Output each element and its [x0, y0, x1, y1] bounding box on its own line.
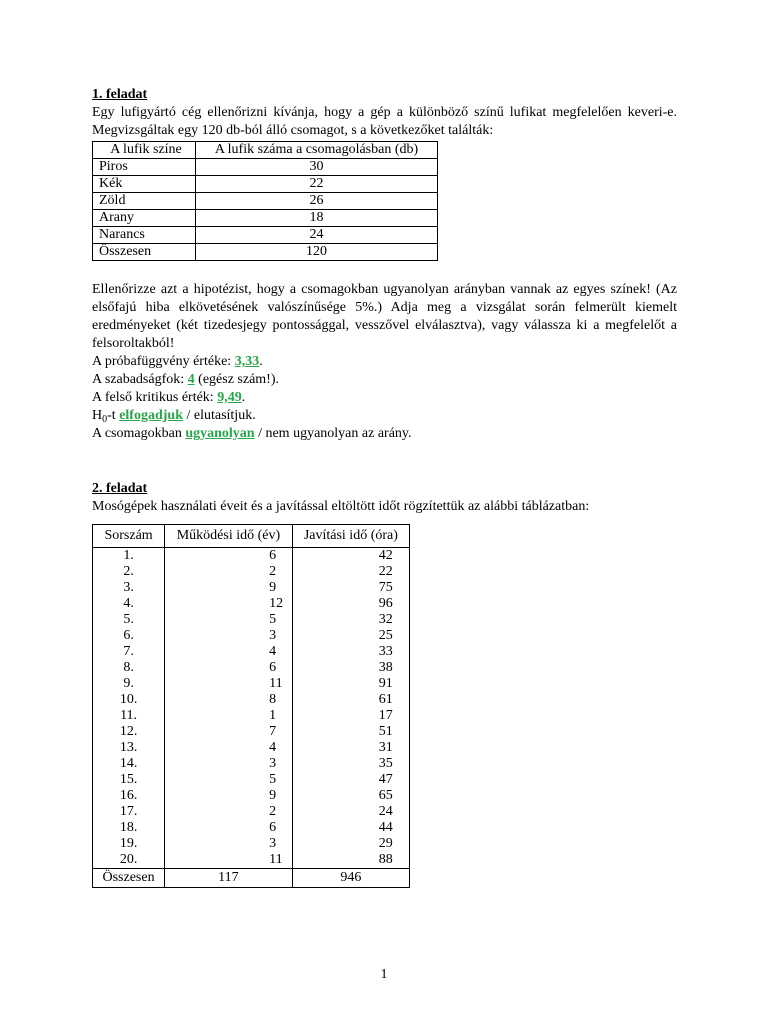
count-cell: 22: [196, 176, 438, 193]
table-row: [93, 660, 410, 676]
task1-heading: 1. feladat: [92, 87, 148, 102]
test-statistic-line: [92, 353, 677, 371]
text: .: [241, 390, 246, 405]
repair-hours-cell: 51: [292, 724, 409, 740]
text: / nem ugyanolyan az arány.: [254, 426, 412, 441]
critical-value-line: [92, 389, 677, 407]
column-header: Javítási idő (óra): [292, 525, 409, 548]
operating-years-cell: 2: [165, 804, 293, 820]
task2-heading: 2. feladat: [92, 481, 148, 496]
balloon-table: [92, 141, 438, 261]
column-header: A lufik száma a csomagolásban (db): [196, 142, 438, 159]
repair-hours-cell: 65: [292, 788, 409, 804]
row-number-cell: 3.: [93, 580, 165, 596]
operating-years-cell: 8: [165, 692, 293, 708]
row-number-cell: 13.: [93, 740, 165, 756]
table-row: [93, 772, 410, 788]
table-row: [93, 548, 410, 565]
table-row: [93, 708, 410, 724]
table-row: [93, 836, 410, 852]
answer-value: 9,49: [217, 390, 242, 405]
text: / elutasítjuk.: [182, 408, 256, 423]
row-number-cell: 1.: [93, 548, 165, 565]
table-row: [93, 580, 410, 596]
table-body: [93, 548, 410, 888]
repair-hours-cell: 33: [292, 644, 409, 660]
row-number-cell: 12.: [93, 724, 165, 740]
table-row: [93, 176, 438, 193]
row-number-cell: 14.: [93, 756, 165, 772]
text: (egész szám!).: [194, 372, 279, 387]
color-cell: Kék: [93, 176, 196, 193]
answer-value: elfogadjuk: [119, 408, 183, 423]
row-number-cell: 6.: [93, 628, 165, 644]
row-number-cell: 2.: [93, 564, 165, 580]
table-row: [93, 724, 410, 740]
repair-hours-cell: 75: [292, 580, 409, 596]
table-row: [93, 564, 410, 580]
table-row: [93, 644, 410, 660]
task2-intro: Mosógépek használati éveit és a javítással eltöltött időt rögzítettük az alábbi táblázatban:: [92, 499, 590, 514]
page-number: 1: [380, 967, 388, 982]
operating-years-cell: 6: [165, 548, 293, 565]
repair-hours-cell: 96: [292, 596, 409, 612]
answer-value: 3,33: [234, 354, 260, 369]
degrees-of-freedom-line: [92, 371, 677, 389]
operating-years-cell: 4: [165, 644, 293, 660]
total-years: 117: [165, 869, 293, 888]
column-header: A lufik színe: [93, 142, 196, 159]
hypothesis-decision-line: [92, 407, 677, 425]
column-header: Sorszám: [93, 525, 165, 548]
table-total-row: [93, 869, 410, 888]
text: .: [259, 354, 263, 369]
row-number-cell: 18.: [93, 820, 165, 836]
table-row: [93, 628, 410, 644]
operating-years-cell: 1: [165, 708, 293, 724]
operating-years-cell: 6: [165, 660, 293, 676]
label: A csomagokban: [92, 426, 186, 441]
row-number-cell: 4.: [93, 596, 165, 612]
label: H: [92, 408, 103, 423]
table-row: [93, 612, 410, 628]
operating-years-cell: 12: [165, 596, 293, 612]
row-number-cell: 7.: [93, 644, 165, 660]
table-row: [93, 756, 410, 772]
row-number-cell: 16.: [93, 788, 165, 804]
table-header-row: [93, 142, 438, 159]
label: A próbafüggvény értéke:: [92, 354, 235, 369]
color-cell: Narancs: [93, 227, 196, 244]
repair-hours-cell: 38: [292, 660, 409, 676]
row-number-cell: 19.: [93, 836, 165, 852]
repair-hours-cell: 17: [292, 708, 409, 724]
table-row: [93, 210, 438, 227]
table-row: [93, 676, 410, 692]
repair-hours-cell: 47: [292, 772, 409, 788]
row-number-cell: 10.: [93, 692, 165, 708]
row-number-cell: 17.: [93, 804, 165, 820]
table-row: [93, 227, 438, 244]
repair-hours-cell: 31: [292, 740, 409, 756]
row-number-cell: 5.: [93, 612, 165, 628]
operating-years-cell: 3: [165, 756, 293, 772]
operating-years-cell: 6: [165, 820, 293, 836]
count-cell: 120: [196, 244, 438, 261]
count-cell: 26: [196, 193, 438, 210]
table-row: [93, 692, 410, 708]
repair-hours-cell: 91: [292, 676, 409, 692]
answer-value: ugyanolyan: [185, 426, 255, 441]
table-row: [93, 159, 438, 176]
conclusion-line: [92, 425, 677, 443]
operating-years-cell: 3: [165, 836, 293, 852]
label: A szabadságfok:: [92, 372, 188, 387]
count-cell: 30: [196, 159, 438, 176]
repair-hours-cell: 61: [292, 692, 409, 708]
table-row: [93, 820, 410, 836]
color-cell: Piros: [93, 159, 196, 176]
repair-hours-cell: 29: [292, 836, 409, 852]
repair-hours-cell: 32: [292, 612, 409, 628]
repair-hours-cell: 25: [292, 628, 409, 644]
color-cell: Összesen: [93, 244, 196, 261]
table-row: [93, 244, 438, 261]
row-number-cell: 8.: [93, 660, 165, 676]
table-row: [93, 852, 410, 869]
operating-years-cell: 11: [165, 852, 293, 869]
row-number-cell: 15.: [93, 772, 165, 788]
task1-intro: Egy lufigyártó cég ellenőrizni kívánja, hogy a gép a különböző színű lufikat megfelelően keveri-e. Megvizsgáltak egy 120 db-ból álló csomagot, s a következőket találták:: [92, 105, 677, 138]
count-cell: 18: [196, 210, 438, 227]
repair-hours-cell: 35: [292, 756, 409, 772]
count-cell: 24: [196, 227, 438, 244]
task1-question: Ellenőrizze azt a hipotézist, hogy a csomagokban ugyanolyan arányban vannak az egyes színek! (Az elsőfajú hiba elkövetésének valószínűsége 5%.) Adja meg a vizsgálat során felmerült kiemelt eredményeket (két tizedesjegy pontossággal, vesszővel elválasztva), vagy válassza ki a megfelelőt a felsoroltakból!: [92, 282, 677, 351]
subscript: 0: [102, 414, 108, 425]
operating-years-cell: 11: [165, 676, 293, 692]
washing-machine-table: [92, 524, 410, 888]
table-row: [93, 193, 438, 210]
total-label: Összesen: [93, 869, 165, 888]
answer-value: 4: [187, 372, 195, 387]
operating-years-cell: 5: [165, 772, 293, 788]
operating-years-cell: 3: [165, 628, 293, 644]
operating-years-cell: 9: [165, 788, 293, 804]
color-cell: Arany: [93, 210, 196, 227]
repair-hours-cell: 22: [292, 564, 409, 580]
color-cell: Zöld: [93, 193, 196, 210]
repair-hours-cell: 24: [292, 804, 409, 820]
operating-years-cell: 2: [165, 564, 293, 580]
operating-years-cell: 5: [165, 612, 293, 628]
table-row: [93, 740, 410, 756]
document-page: [92, 86, 677, 888]
repair-hours-cell: 88: [292, 852, 409, 869]
table-row: [93, 788, 410, 804]
row-number-cell: 20.: [93, 852, 165, 869]
table-row: [93, 596, 410, 612]
operating-years-cell: 7: [165, 724, 293, 740]
row-number-cell: 11.: [93, 708, 165, 724]
repair-hours-cell: 42: [292, 548, 409, 565]
repair-hours-cell: 44: [292, 820, 409, 836]
text: -t: [107, 408, 120, 423]
table-row: [93, 804, 410, 820]
total-hours: 946: [292, 869, 409, 888]
row-number-cell: 9.: [93, 676, 165, 692]
label: A felső kritikus érték:: [92, 390, 218, 405]
operating-years-cell: 9: [165, 580, 293, 596]
table-header-row: [93, 525, 410, 548]
operating-years-cell: 4: [165, 740, 293, 756]
column-header: Működési idő (év): [165, 525, 293, 548]
